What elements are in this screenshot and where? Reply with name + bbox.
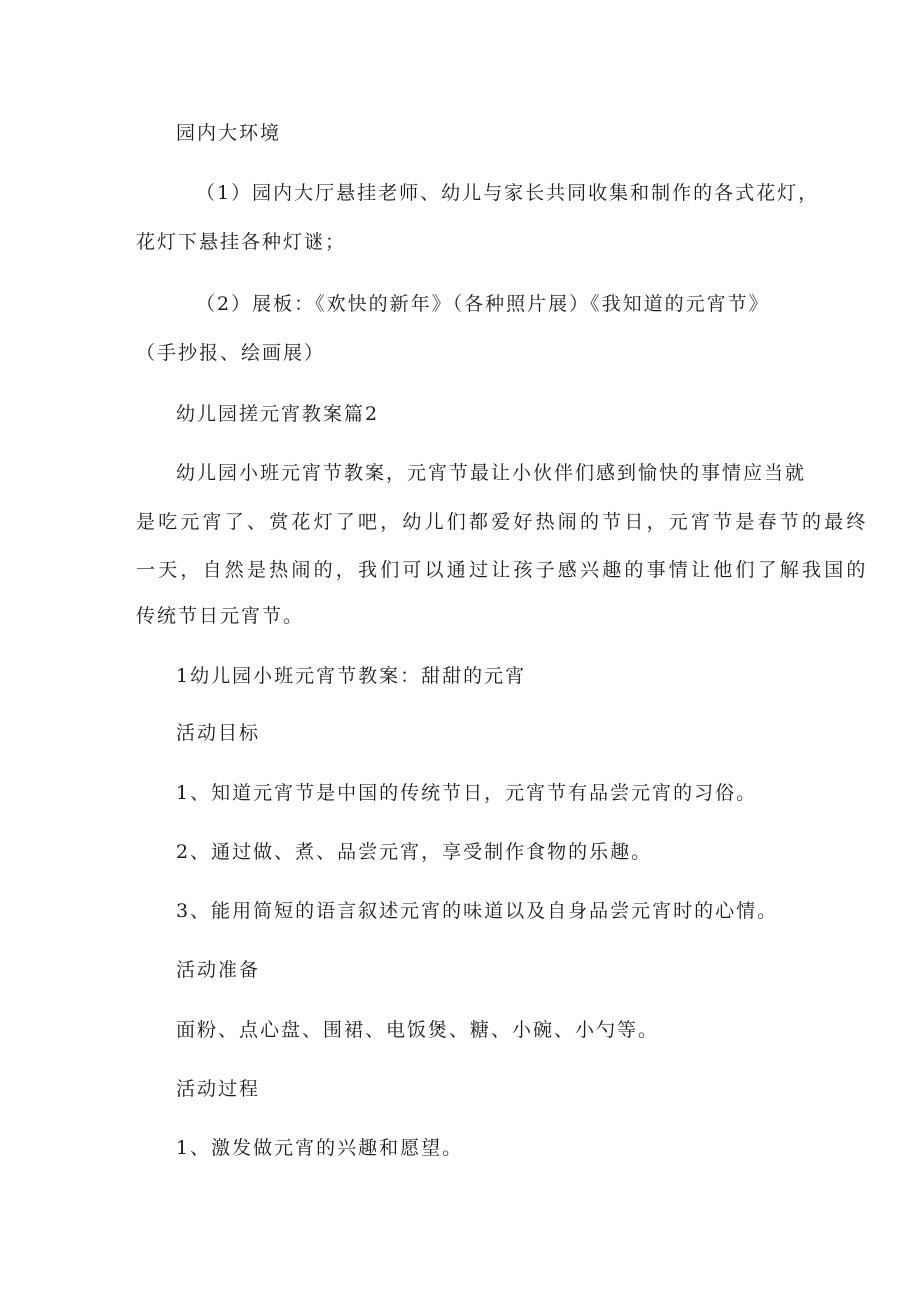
paragraph-line: 幼儿园小班元宵节教案，元宵节最让小伙伴们感到愉快的事情应当就: [176, 462, 807, 484]
paragraph-line: 传统节日元宵节。: [136, 605, 305, 627]
paragraph-line: 花灯下悬挂各种灯谜；: [136, 231, 347, 253]
paragraph-line: 面粉、点心盘、围裙、电饭煲、糖、小碗、小勺等。: [176, 1019, 660, 1041]
lesson-title: 1幼儿园小班元宵节教案：甜甜的元宵: [176, 665, 527, 687]
heading-garden-environment: 园内大环境: [176, 122, 282, 144]
paragraph-line: （手抄报、绘画展）: [136, 342, 326, 364]
paragraph-line: （2）展板：《欢快的新年》（各种照片展）《我知道的元宵节》: [196, 293, 770, 315]
paragraph-line: 是吃元宵了、赏花灯了吧，幼儿们都爱好热闹的节日，元宵节是春节的最终: [136, 511, 869, 533]
list-item: 2、通过做、煮、品尝元宵，享受制作食物的乐趣。: [176, 841, 653, 863]
list-item: 1、激发做元宵的兴趣和愿望。: [176, 1137, 464, 1159]
section-heading: 幼儿园搓元宵教案篇2: [176, 403, 380, 425]
paragraph-line: （1）园内大厅悬挂老师、幼儿与家长共同收集和制作的各式花灯，: [196, 182, 820, 204]
list-item: 3、能用简短的语言叙述元宵的味道以及自身品尝元宵时的心情。: [176, 900, 779, 922]
paragraph-line: 一天，自然是热闹的，我们可以通过让孩子感兴趣的事情让他们了解我国的: [136, 559, 869, 581]
subheading-activity-goals: 活动目标: [176, 722, 261, 744]
list-item: 1、知道元宵节是中国的传统节日，元宵节有品尝元宵的习俗。: [176, 782, 758, 804]
subheading-activity-process: 活动过程: [176, 1078, 261, 1100]
subheading-activity-preparation: 活动准备: [176, 959, 261, 981]
